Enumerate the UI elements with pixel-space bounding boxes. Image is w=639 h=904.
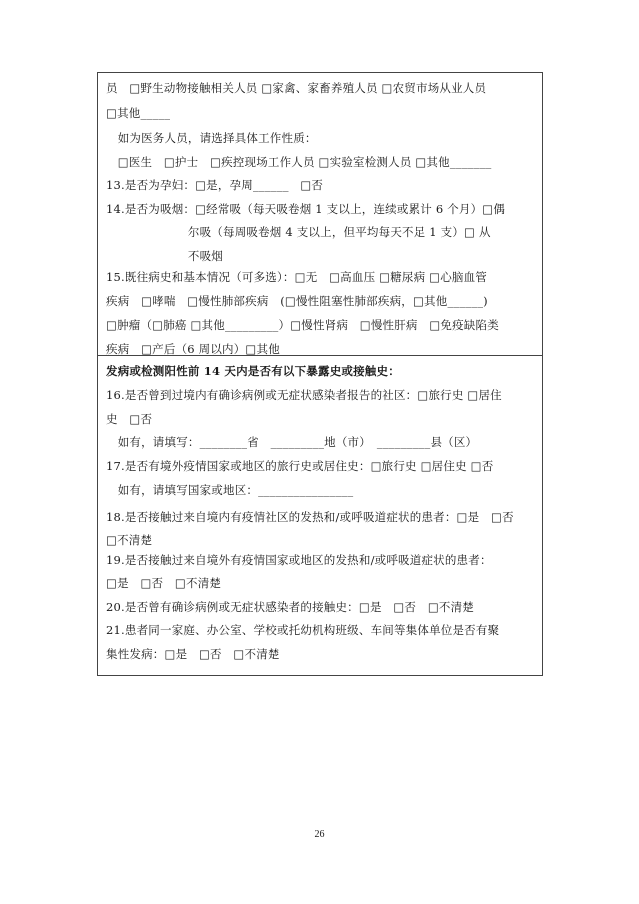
q18-line: 18.是否接触过来自境内有疫情社区的发热和/或呼吸道症状的患者：□是 □否 □不清楚 xyxy=(106,510,526,547)
occupation-other-line: □其他_____ xyxy=(106,106,171,120)
section-divider xyxy=(98,355,542,356)
q14-smoking-line-3: 不吸烟 xyxy=(106,249,223,263)
q14-smoking-line-1: 14.是否为吸烟：□经常吸（每天吸卷烟 1 支以上，连续或累计 6 个月）□偶 xyxy=(106,202,506,216)
medical-staff-options: □医生 □护士 □疾控现场工作人员 □实验室检测人员 □其他_______ xyxy=(106,155,492,169)
medical-staff-prompt: 如为医务人员，请选择具体工作性质： xyxy=(106,131,317,145)
page-number: 26 xyxy=(314,829,325,840)
q21-line-2: 集性发病：□是 □否 □不清楚 xyxy=(106,647,280,661)
q13-pregnant: 13.是否为孕妇：□是，孕周______ □否 xyxy=(106,178,324,192)
section-heading: 发病或检测阳性前 14 天内是否有以下暴露史或接触史： xyxy=(106,364,400,378)
q17-fill-country: 如有，请填写国家或地区：________________ xyxy=(106,483,354,497)
q20-line: 20.是否曾有确诊病例或无症状感染者的接触史：□是 □否 □不清楚 xyxy=(106,600,474,614)
q16-line-1: 16.是否曾到过境内有确诊病例或无症状感染者报告的社区：□旅行史 □居住 xyxy=(106,388,502,402)
occupation-line-1: 员 □野生动物接触相关人员 □家禽、家畜养殖人员 □农贸市场从业人员 xyxy=(106,81,487,95)
q19-options: □是 □否 □不清楚 xyxy=(106,576,222,590)
q16-fill-location: 如有，请填写：________省 _________地（市） _________县（区） xyxy=(106,435,478,449)
q15-history-line-2: 疾病 □哮喘 □慢性肺部疾病 (□慢性阻塞性肺部疾病，□其他______) xyxy=(106,294,488,308)
exposure-history-form xyxy=(97,72,543,676)
q15-history-line-4: 疾病 □产后（6 周以内）□其他______ xyxy=(106,342,316,356)
q16-line-2: 史 □否 xyxy=(106,412,153,426)
q21-line-1: 21.患者同一家庭、办公室、学校或托幼机构班级、车间等集体单位是否有聚 xyxy=(106,623,500,637)
q15-history-line-3: □肿瘤（□肺癌 □其他_________）□慢性肾病 □慢性肝病 □免疫缺陷类 xyxy=(106,318,499,332)
q15-history-line-1: 15.既往病史和基本情况（可多选）：□无 □高血压 □糖尿病 □心脑血管 xyxy=(106,270,488,284)
q19-line-1: 19.是否接触过来自境外有疫情国家或地区的发热和/或呼吸道症状的患者： xyxy=(106,553,492,567)
q17-line: 17.是否有境外疫情国家或地区的旅行史或居住史：□旅行史 □居住史 □否 xyxy=(106,459,494,473)
q14-smoking-line-2: 尔吸（每周吸卷烟 4 支以上，但平均每天不足 1 支）□ 从 xyxy=(106,225,491,239)
